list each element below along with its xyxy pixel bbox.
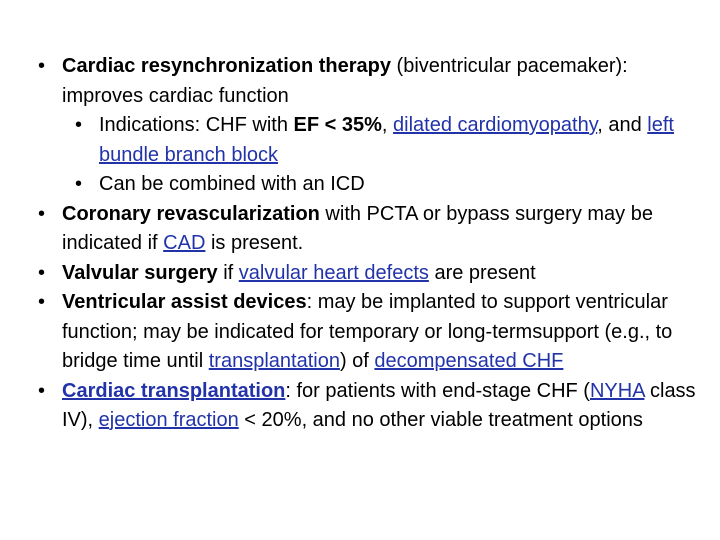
term-transplant: Cardiac transplantation — [62, 379, 286, 402]
link-transplantation[interactable]: transplantation — [208, 350, 340, 372]
bullet-icon: • — [75, 173, 83, 195]
sub-item-indications — [62, 111, 700, 170]
term-coronary: Coronary revascularization — [62, 202, 320, 225]
link-cardiac-transplantation[interactable] — [62, 380, 285, 402]
link-left-bundle-branch-block[interactable]: left bundle branch block — [99, 114, 674, 166]
text-icd: Can be combined with an ICD — [99, 173, 365, 195]
slide-content — [0, 52, 700, 436]
list-item-coronary — [0, 200, 700, 259]
text-crt: (biventricular pacemaker): improves cardiac function — [62, 55, 628, 107]
text-coronary-end: is present. — [205, 232, 304, 254]
list-item-crt — [0, 52, 700, 200]
text-transplant-mid: class IV), — [62, 379, 696, 431]
sub-item-icd — [62, 170, 700, 200]
bullet-icon: • — [38, 291, 46, 313]
link-nyha[interactable]: NYHA — [589, 379, 645, 402]
list-item-valvular — [0, 259, 700, 289]
sub-list-crt — [62, 111, 700, 200]
term-crt: Cardiac resynchronization therapy — [62, 55, 391, 77]
link-cad[interactable]: CAD — [163, 232, 206, 254]
text-transplant: : for patients with end-stage CHF ( — [285, 379, 590, 402]
bullet-icon: • — [38, 55, 46, 77]
bullet-icon: • — [38, 202, 46, 225]
text-coronary: with PCTA or bypass surgery may be indicated if — [62, 202, 653, 254]
bullet-icon: • — [38, 379, 46, 402]
text-sep: , and — [597, 114, 648, 136]
term-vad: Ventricular assist devices — [62, 291, 307, 313]
list-item-vad — [0, 288, 700, 377]
list-item-transplant — [0, 377, 700, 436]
bullet-icon: • — [75, 114, 83, 136]
text-transplant-end: < 20%, and no other viable treatment options — [238, 409, 643, 431]
link-dilated-cardiomyopathy[interactable]: dilated cardiomyopathy — [393, 114, 598, 136]
text-indications: Indications: CHF with — [99, 114, 294, 136]
link-valvular-heart-defects[interactable]: valvular heart defects — [238, 261, 429, 284]
link-decompensated-chf[interactable]: decompensated CHF — [374, 350, 564, 372]
text-valvular-end: are present — [428, 261, 536, 284]
term-valvular: Valvular surgery — [62, 261, 218, 284]
text-valvular: if — [217, 261, 239, 284]
text-vad-mid: ) of — [339, 350, 375, 372]
main-bullet-list — [0, 52, 700, 436]
text-vad: : may be implanted to support ventricular function; may be indicated for temporary or long-termsupport (e.g., to bridge time until — [62, 291, 673, 372]
link-ejection-fraction[interactable]: ejection fraction — [98, 409, 239, 431]
text-sep: , — [381, 114, 394, 136]
ef-threshold: EF < 35% — [293, 114, 382, 136]
bullet-icon: • — [38, 261, 46, 284]
